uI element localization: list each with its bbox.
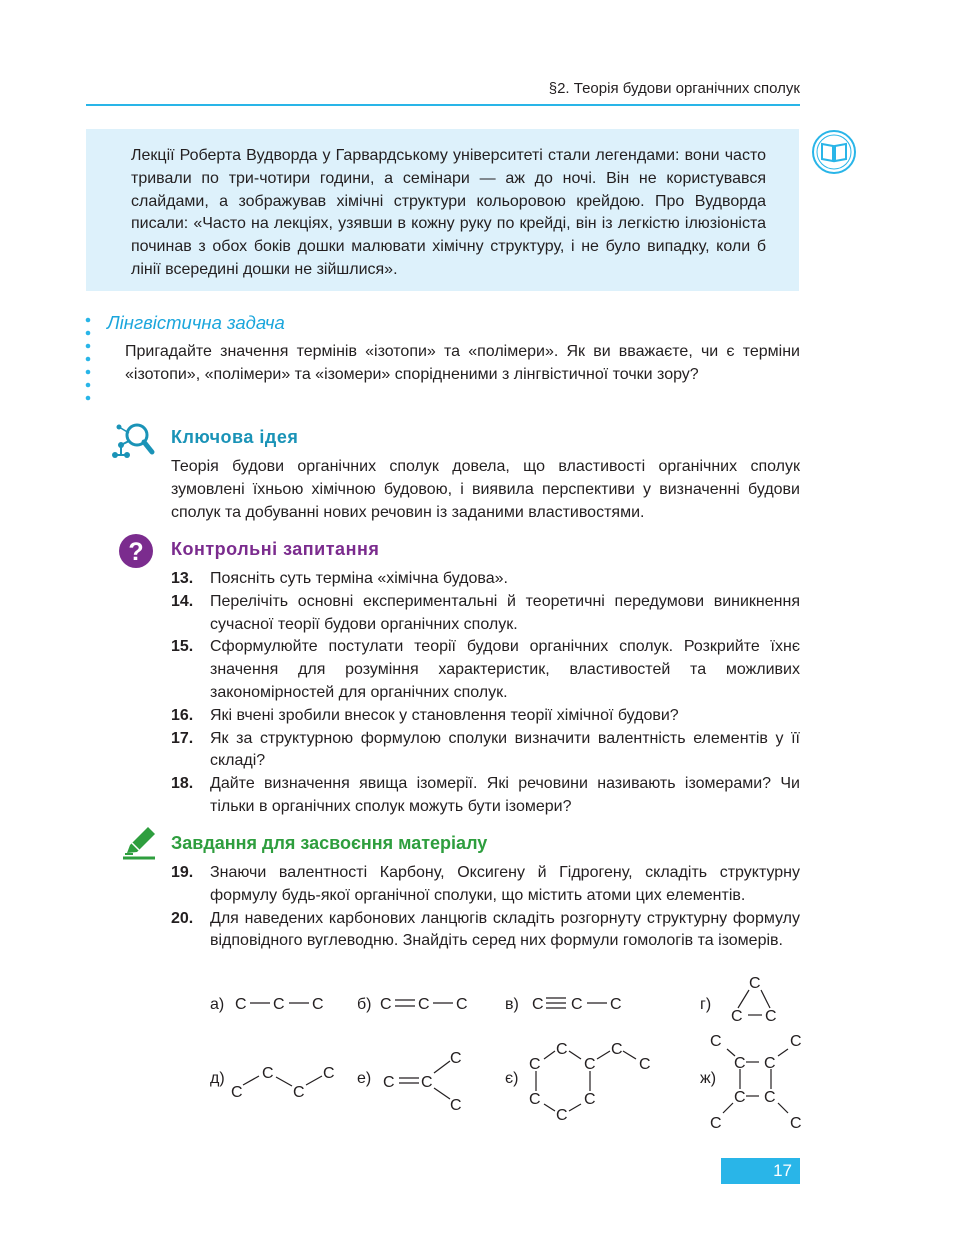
list-item — [171, 862, 800, 908]
info-text: Лекції Роберта Вудворда у Гарвардському університеті стали легендами: вони часто тривали по три-чотири години, а семінари — аж до ночі. Він не користувався слайдами, а зображував хімічні структури кольоровою крейдою. Про Вудворда писали: «Часто на лекціях, узявши в кожну руку по крейді, він із легкістю ілюзіоніста починав з обох боків дошки малювати хімічну структуру, і не було випадку, коли б лінії всередині дошки не зійшлися». — [131, 147, 766, 278]
carbon-atom: C — [610, 996, 622, 1013]
carbon-atom: C — [764, 1055, 776, 1072]
list-item — [171, 705, 800, 728]
carbon-atom: C — [571, 996, 583, 1013]
carbon-atom: C — [734, 1055, 746, 1072]
carbon-atom: C — [418, 996, 430, 1013]
carbon-atom: C — [529, 1091, 541, 1108]
task-number: 19. — [171, 864, 194, 881]
carbon-atom: C — [421, 1074, 433, 1091]
carbon-atom: C — [639, 1056, 651, 1073]
carbon-atom: C — [231, 1084, 243, 1101]
task-text: Для наведених карбонових ланцюгів складіть розгорнуту структурну формулу відповідного вуглеводню. Знайдіть серед них формули гомологів та ізомерів. — [210, 909, 800, 950]
svg-text:?: ? — [128, 538, 144, 566]
task-text: Знаючи валентності Карбону, Оксигену й Гідрогену, складіть структурну формулу будь-якої органічної сполуки, що містить атоми цих елементів. — [210, 864, 800, 904]
list-item — [171, 773, 800, 819]
question-number: 18. — [171, 775, 194, 793]
question-text: Дайте визначення явища ізомерії. Які речовини називають ізомерами? Чи тільки в органічних сполук можуть бути ізомери? — [210, 775, 800, 815]
question-number: 17. — [171, 729, 194, 747]
tasks-title: Завдання для засвоєння матеріалу — [171, 833, 488, 853]
task-number: 20. — [171, 909, 194, 927]
carbon-atom: C — [556, 1041, 568, 1058]
carbon-atom: C — [731, 1008, 743, 1025]
chain-label: е) — [357, 1070, 372, 1087]
info-box — [86, 129, 799, 291]
chain-label: є) — [505, 1070, 519, 1087]
question-number: 16. — [171, 706, 194, 724]
carbon-atom: C — [532, 996, 544, 1013]
question-text: Як за структурною формулою сполуки визначити валентність елементів у її складі? — [210, 729, 800, 770]
page-number-box — [721, 1158, 800, 1184]
list-item — [171, 636, 800, 704]
question-number: 15. — [171, 638, 194, 656]
question-mark-icon — [118, 533, 154, 569]
carbon-atom: C — [611, 1041, 623, 1058]
control-questions-title: Контрольні запитання — [171, 539, 380, 559]
carbon-atom: C — [450, 1050, 462, 1067]
carbon-chains-diagram — [200, 965, 820, 1140]
book-icon — [811, 129, 857, 175]
linguistic-task-title: Лінгвістична задача — [107, 312, 285, 333]
chain-label: ж) — [700, 1070, 717, 1087]
carbon-atom: C — [710, 1115, 722, 1132]
carbon-atom: C — [556, 1107, 568, 1124]
key-idea-title: Ключова ідея — [171, 427, 299, 447]
question-text: Поясніть суть терміна «хімічна будова». — [210, 570, 508, 587]
carbon-atom: C — [235, 996, 247, 1013]
list-item — [171, 568, 800, 591]
carbon-atom: C — [734, 1089, 746, 1106]
question-text: Сформулюйте постулати теорії будови органічних сполук. Розкрийте їхнє значення для розуміння характеристик, властивостей та можливих закономірностей для органічних сполук. — [210, 638, 800, 701]
carbon-atom: C — [584, 1091, 596, 1108]
linguistic-task-text: Пригадайте значення термінів «ізотопи» та «полімери». Як ви вважаєте, чи є терміни «ізотопи», «полімери» та «ізомери» спорідненими з лінгвістичної точки зору? — [125, 343, 800, 383]
tasks-list — [171, 862, 800, 953]
carbon-atom: C — [450, 1097, 462, 1114]
carbon-atom: C — [764, 1089, 776, 1106]
section-header: §2. Теорія будови органічних сполук — [548, 80, 800, 97]
header-divider — [86, 104, 800, 106]
question-text: Перелічіть основні експериментальні й теоретичні передумови виникнення сучасної теорії будови органічних сполук. — [210, 592, 800, 633]
carbon-atom: C — [312, 996, 324, 1013]
carbon-atom: C — [529, 1056, 541, 1073]
magnifier-molecule-icon — [111, 421, 155, 461]
carbon-atom: C — [273, 996, 285, 1013]
control-questions-list — [171, 568, 800, 819]
carbon-atom: C — [262, 1065, 274, 1082]
carbon-atom: C — [710, 1033, 722, 1050]
list-item — [171, 591, 800, 637]
carbon-atom: C — [584, 1056, 596, 1073]
chain-label: а) — [210, 996, 225, 1013]
carbon-atom: C — [790, 1115, 802, 1132]
carbon-atom: C — [790, 1033, 802, 1050]
question-number: 13. — [171, 570, 194, 587]
carbon-atom: C — [456, 996, 468, 1013]
question-number: 14. — [171, 592, 194, 610]
question-text: Які вчені зробили внесок у становлення теорії хімічної будови? — [210, 706, 679, 724]
carbon-atom: C — [383, 1074, 395, 1091]
dotted-marker — [84, 316, 92, 410]
carbon-atom: C — [749, 975, 761, 992]
page-number: 17 — [773, 1161, 792, 1180]
carbon-atom: C — [380, 996, 392, 1013]
list-item — [171, 908, 800, 954]
chain-label: в) — [505, 996, 519, 1013]
pencil-icon — [121, 825, 157, 861]
chain-label: б) — [357, 996, 372, 1013]
key-idea-text: Теорія будови органічних сполук довела, що властивості органічних сполук зумовлені їхньою хімічною будовою, і виявила перспективи у визначенні будови сполук та добуванні нових речовин із заданими властивостями. — [171, 458, 800, 521]
chain-label: г) — [700, 996, 712, 1013]
carbon-atom: C — [765, 1008, 777, 1025]
list-item — [171, 728, 800, 774]
carbon-atom: C — [323, 1065, 335, 1082]
chain-label: д) — [210, 1070, 225, 1087]
carbon-atom: C — [293, 1084, 305, 1101]
